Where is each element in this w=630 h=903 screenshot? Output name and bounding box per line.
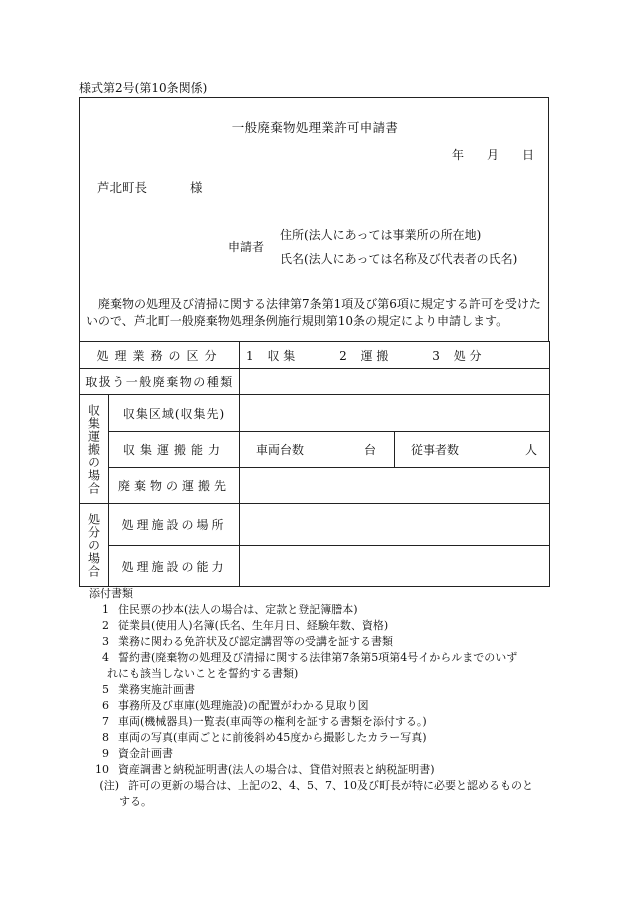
attachment-item <box>79 650 549 666</box>
row-waste-type <box>80 369 550 395</box>
attachment-item <box>79 682 549 698</box>
facility-capacity-label: 処理施設の能力 <box>121 559 227 574</box>
attachment-num: 6 <box>102 699 109 712</box>
waste-type-label: 取扱う一般廃棄物の種類 <box>85 375 234 389</box>
applicant-label: 申請者 <box>228 240 265 254</box>
attachment-num: 9 <box>102 747 109 760</box>
row-facility-capacity <box>80 546 550 587</box>
addressee: 芦北町長 <box>97 180 148 195</box>
address-label: 住所(法人にあっては事業所の所在地) <box>280 228 482 242</box>
application-statement: 廃棄物の処理及び清掃に関する法律第7条第1項及び第6項に規定する許可を受けたいので、芦北町一般廃棄物処理条例施行規則第10条の規定により申請します。 <box>86 297 541 328</box>
business-category-label-cell <box>80 342 240 369</box>
attachment-num: 8 <box>102 731 109 744</box>
application-header-box <box>79 97 549 342</box>
name-label: 氏名(法人にあっては名称及び代表者の氏名) <box>280 252 518 266</box>
business-options-cell <box>240 342 550 369</box>
attachment-item <box>79 698 549 714</box>
attachment-item <box>79 618 549 634</box>
note-mark: (注) <box>99 779 119 792</box>
attachment-text: 住民票の抄本(法人の場合は、定款と登記簿謄本) <box>118 603 358 616</box>
attachment-num: 10 <box>95 763 109 776</box>
disposal-group-cell <box>80 504 109 587</box>
attachment-text: 業務実施計画書 <box>118 683 195 696</box>
attachment-text: 従業員(使用人)名簿(氏名、生年月日、経験年数、資格) <box>118 619 389 632</box>
collection-group-cell <box>80 395 109 504</box>
staff-count-cell <box>395 432 550 468</box>
attachment-num: 2 <box>102 619 109 632</box>
vehicle-unit: 台 <box>364 443 377 457</box>
vehicle-count-label: 車両台数 <box>256 443 305 457</box>
note-line <box>79 778 549 794</box>
option-3-num: 3 <box>432 348 440 363</box>
vehicle-count-cell <box>240 432 395 468</box>
attachment-num: 4 <box>102 651 109 664</box>
facility-capacity-label-cell <box>109 546 240 587</box>
attachment-text: 業務に関わる免許状及び認定講習等の受講を証する書類 <box>118 635 393 648</box>
attachment-num: 1 <box>102 603 109 616</box>
attachment-item <box>79 762 549 778</box>
facility-capacity-value-cell <box>240 546 550 587</box>
disposal-group-label: 処分の場合 <box>86 512 101 578</box>
honorific: 様 <box>190 180 203 195</box>
staff-count-label: 従事者数 <box>411 443 460 457</box>
attachment-item <box>79 602 549 618</box>
date-year-label: 年 <box>452 148 465 162</box>
attachment-text: 車両の写真(車両ごとに前後斜め45度から撮影したカラー写真) <box>118 731 427 744</box>
staff-unit: 人 <box>525 443 538 457</box>
attachment-text: 誓約書(廃棄物の処理及び清掃に関する法律第7条第5項第4号イからルまでのいず <box>118 651 518 664</box>
attachment-item <box>79 746 549 762</box>
date-day-label: 日 <box>522 148 535 162</box>
collection-capacity-label-cell <box>109 432 240 468</box>
row-business-category <box>80 342 550 369</box>
note-text: 許可の更新の場合は、上記の2、4、5、7、10及び町長が特に必要と認めるものと <box>128 779 533 792</box>
destination-label-cell <box>109 468 240 504</box>
attachments-heading: 添付書類 <box>89 587 133 600</box>
collection-area-label: 収集区域(収集先) <box>122 406 226 421</box>
attachment-text: 事務所及び車庫(処理施設)の配置がわかる見取り図 <box>118 699 369 712</box>
option-3-label: 処 分 <box>453 348 482 363</box>
attachment-text: 資産調書と納税証明書(法人の場合は、貸借対照表と納税証明書) <box>118 763 435 776</box>
destination-label: 廃棄物の運搬先 <box>118 479 231 493</box>
waste-type-value-cell <box>240 369 550 395</box>
date-month-label: 月 <box>487 148 500 162</box>
collection-capacity-label: 収集運搬能力 <box>123 443 226 457</box>
option-2-label: 運 搬 <box>360 348 389 363</box>
row-facility-location <box>80 504 550 546</box>
facility-location-label-cell <box>109 504 240 546</box>
attachment-item <box>79 634 549 650</box>
form-number-label: 様式第2号(第10条関係) <box>79 81 208 95</box>
row-collection-area <box>80 395 550 432</box>
facility-location-value-cell <box>240 504 550 546</box>
attachment-item <box>79 714 549 730</box>
waste-type-label-cell <box>80 369 240 395</box>
application-table <box>79 341 550 587</box>
note-continuation: する。 <box>119 795 152 808</box>
option-1-num: 1 <box>246 348 254 363</box>
attachment-continuation: れにも該当しないことを誓約する書類) <box>107 667 299 680</box>
attachment-text: 車両(機械器具)一覧表(車両等の権利を証する書類を添付する。) <box>118 715 427 728</box>
facility-location-label: 処理施設の場所 <box>121 518 227 532</box>
collection-area-value-cell <box>240 395 550 432</box>
collection-area-label-cell <box>109 395 240 432</box>
attachment-num: 5 <box>102 683 109 696</box>
business-category-label: 処理業務の区分 <box>96 348 223 363</box>
attachment-text: 資金計画書 <box>118 747 173 760</box>
attachment-item <box>79 730 549 746</box>
option-1-label: 収 集 <box>267 348 296 363</box>
attachment-num: 3 <box>102 635 109 648</box>
destination-value-cell <box>240 468 550 504</box>
row-collection-capacity <box>80 432 550 468</box>
collection-group-label: 収集運搬の場合 <box>86 403 101 495</box>
document-title: 一般廃棄物処理業許可申請書 <box>231 120 399 135</box>
attachment-num: 7 <box>102 715 109 728</box>
option-2-num: 2 <box>339 348 347 363</box>
row-destination <box>80 468 550 504</box>
attachments-section <box>79 586 549 810</box>
